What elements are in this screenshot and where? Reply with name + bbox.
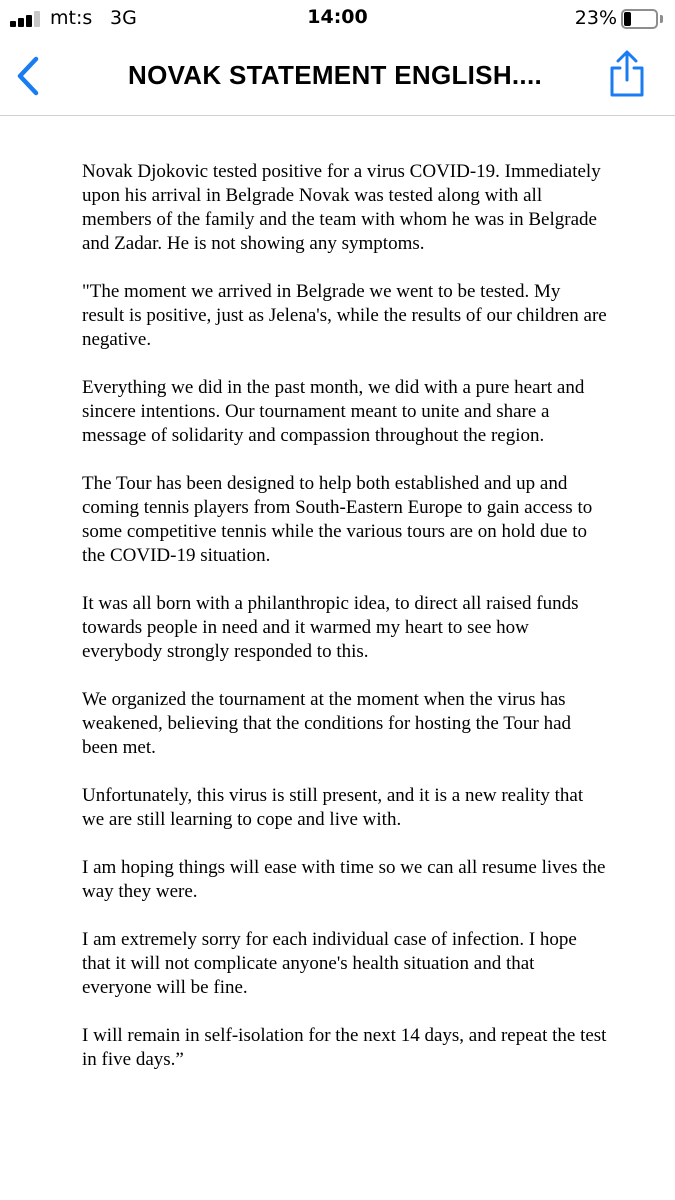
paragraph: We organized the tournament at the moment when the virus has weakened, believing that the conditions for hosting the Tour had been met. [82, 689, 572, 758]
navigation-bar [0, 38, 675, 116]
clock: 14:00 [307, 6, 368, 28]
chevron-left-icon [12, 56, 46, 96]
network-type: 3G [110, 7, 137, 29]
paragraph: The Tour has been designed to help both established and up and coming tennis players from South-Eastern Europe to gain access to some competitive tennis while the various tours are on hold due to the COVID-19 situation. [82, 473, 593, 566]
paragraph: I will remain in self-isolation for the next 14 days, and repeat the test in five days.” [82, 1025, 607, 1070]
document-body [82, 160, 607, 1096]
paragraph: Unfortunately, this virus is still present, and it is a new reality that we are still learning to cope and live with. [82, 785, 584, 830]
status-bar [0, 0, 675, 38]
paragraph: I am extremely sorry for each individual case of infection. I hope that it will not complicate anyone's health situation and that everyone will be fine. [82, 929, 577, 998]
battery-percentage: 23% [574, 7, 617, 29]
paragraph: It was all born with a philanthropic idea, to direct all raised funds towards people in need and it warmed my heart to see how everybody strongly responded to this. [82, 593, 579, 662]
paragraph: Everything we did in the past month, we did with a pure heart and sincere intentions. Our tournament meant to unite and share a message of solidarity and compassion throughout the region. [82, 377, 585, 446]
battery-icon [621, 9, 663, 29]
paragraph: "The moment we arrived in Belgrade we went to be tested. My result is positive, just as Jelena's, while the results of our children are negative. [82, 281, 607, 350]
carrier-name: mt:s [50, 7, 93, 29]
paragraph: I am hoping things will ease with time so we can all resume lives the way they were. [82, 857, 606, 902]
paragraph: Novak Djokovic tested positive for a virus COVID-19. Immediately upon his arrival in Belgrade Novak was tested along with all members of the family and the team with whom he was in Belgrade and Zadar. He is not showing any symptoms. [82, 161, 601, 254]
share-button[interactable] [607, 50, 647, 98]
document-title: NOVAK STATEMENT ENGLISH.... [128, 60, 542, 90]
share-icon [607, 50, 647, 98]
back-button[interactable] [12, 56, 46, 96]
